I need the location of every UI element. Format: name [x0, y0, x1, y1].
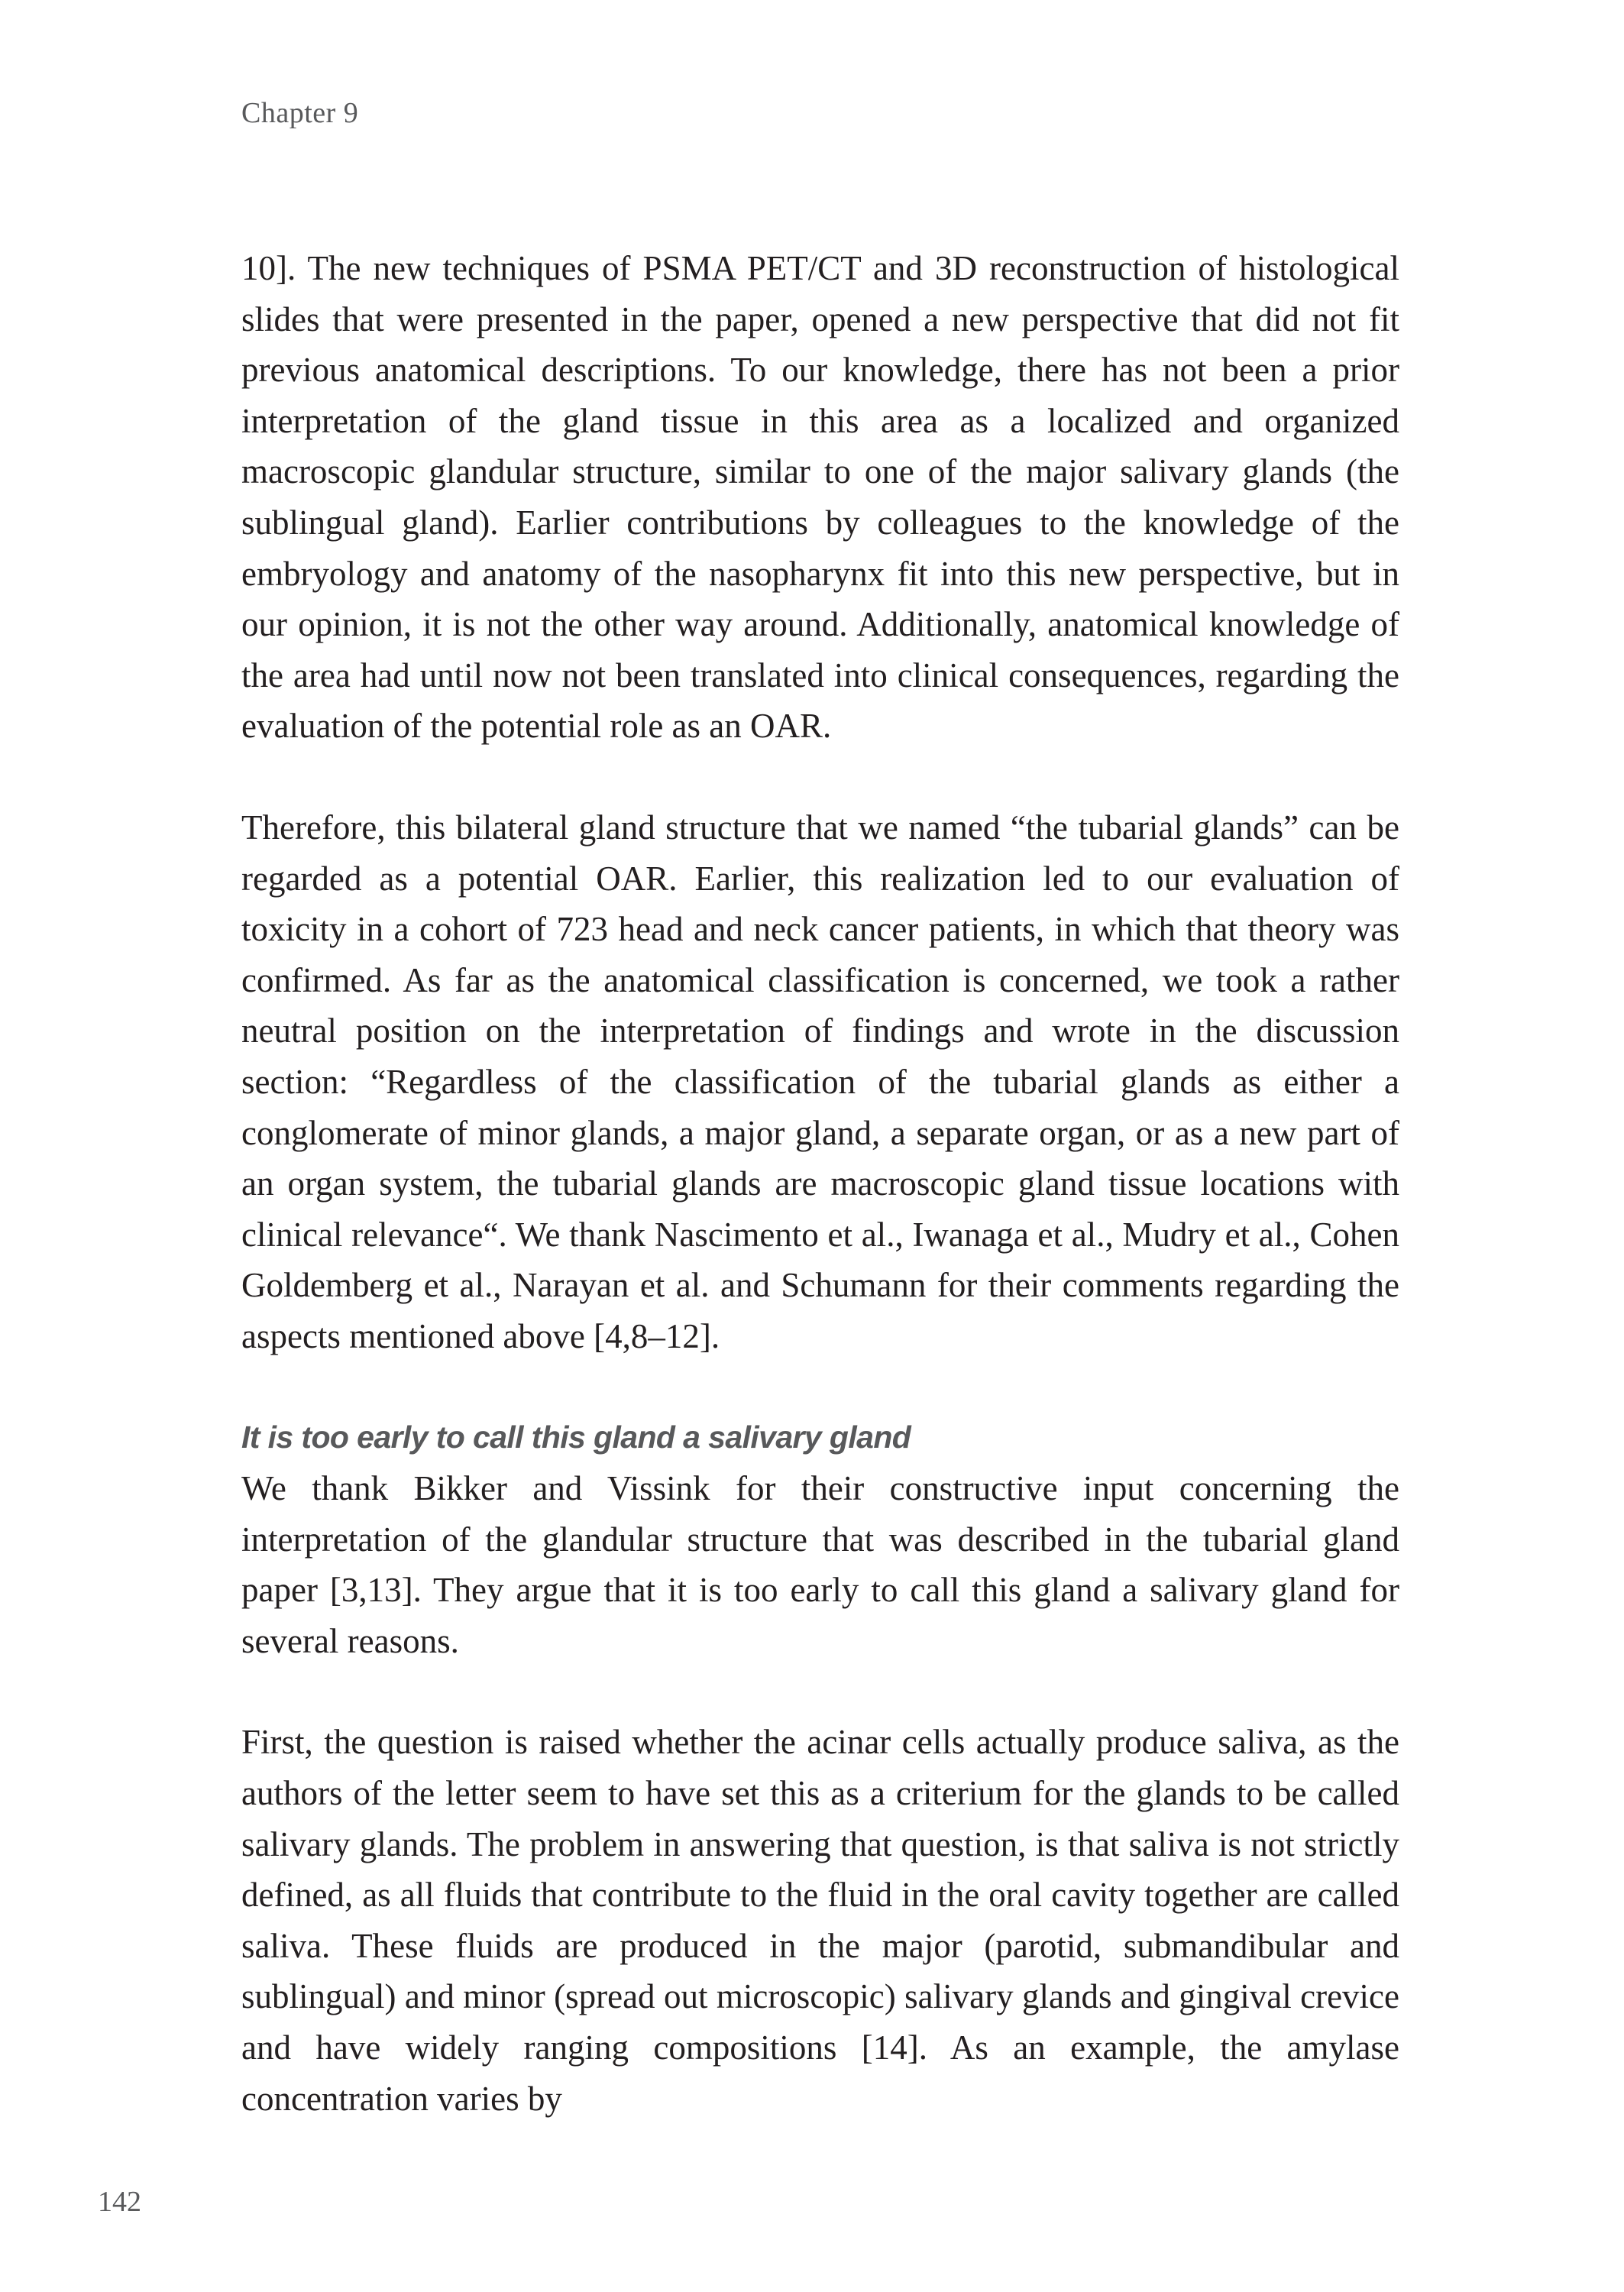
running-head: Chapter 9: [241, 97, 359, 129]
paragraph-4: First, the question is raised whether the acinar cells actually produce saliva, as the authors of the letter seem to have set this as a criterium for the glands to be called salivary glands. The problem in answering that question, is that saliva is not strictly defined, as all fluids that contribute to the fluid in the oral cavity together are called saliva. These fluids are produced in the major (parotid, submandibular and sublingual) and minor (spread out microscopic) salivary glands and gingival crevice and have widely ranging compositions [14]. As an example, the amylase concentration varies by: [241, 1723, 1399, 2118]
section-subheading: It is too early to call this gland a salivary gland: [241, 1420, 911, 1455]
body-text: [241, 243, 1399, 2124]
page-number: 142: [98, 2186, 141, 2218]
paragraph-1: 10]. The new techniques of PSMA PET/CT and 3D reconstruction of histological slides that were presented in the paper, opened a new perspective that did not fit previous anatomical descriptions. To our knowledge, there has not been a prior interpretation of the gland tissue in this area as a localized and organized macroscopic glandular structure, similar to one of the major salivary glands (the sublingual gland). Earlier contributions by colleagues to the knowledge of the embryology and anatomy of the nasopharynx fit into this new perspective, but in our opinion, it is not the other way around. Additionally, anatomical knowledge of the area had until now not been translated into clinical consequences, regarding the evaluation of the potential role as an OAR.: [241, 249, 1399, 746]
paragraph-2: Therefore, this bilateral gland structure that we named “the tubarial glands” can be regarded as a potential OAR. Earlier, this realization led to our evaluation of toxicity in a cohort of 723 head and neck cancer patients, in which that theory was confirmed. As far as the anatomical classification is concerned, we took a rather neutral position on the interpretation of findings and wrote in the discussion section: “Regardless of the classification of the tubarial glands as either a conglomerate of minor glands, a major gland, a separate organ, or as a new part of an organ system, the tubarial glands are macroscopic gland tissue locations with clinical relevance“. We thank Nascimento et al., Iwanaga et al., Mudry et al., Cohen Goldemberg et al., Narayan et al. and Schumann for their comments regarding the aspects mentioned above [4,8–12].: [241, 808, 1399, 1355]
paragraph-3: We thank Bikker and Vissink for their constructive input concerning the interpretation of the glandular structure that was described in the tubarial gland paper [3,13]. They argue that it is too early to call this gland a salivary gland for several reasons.: [241, 1469, 1399, 1660]
